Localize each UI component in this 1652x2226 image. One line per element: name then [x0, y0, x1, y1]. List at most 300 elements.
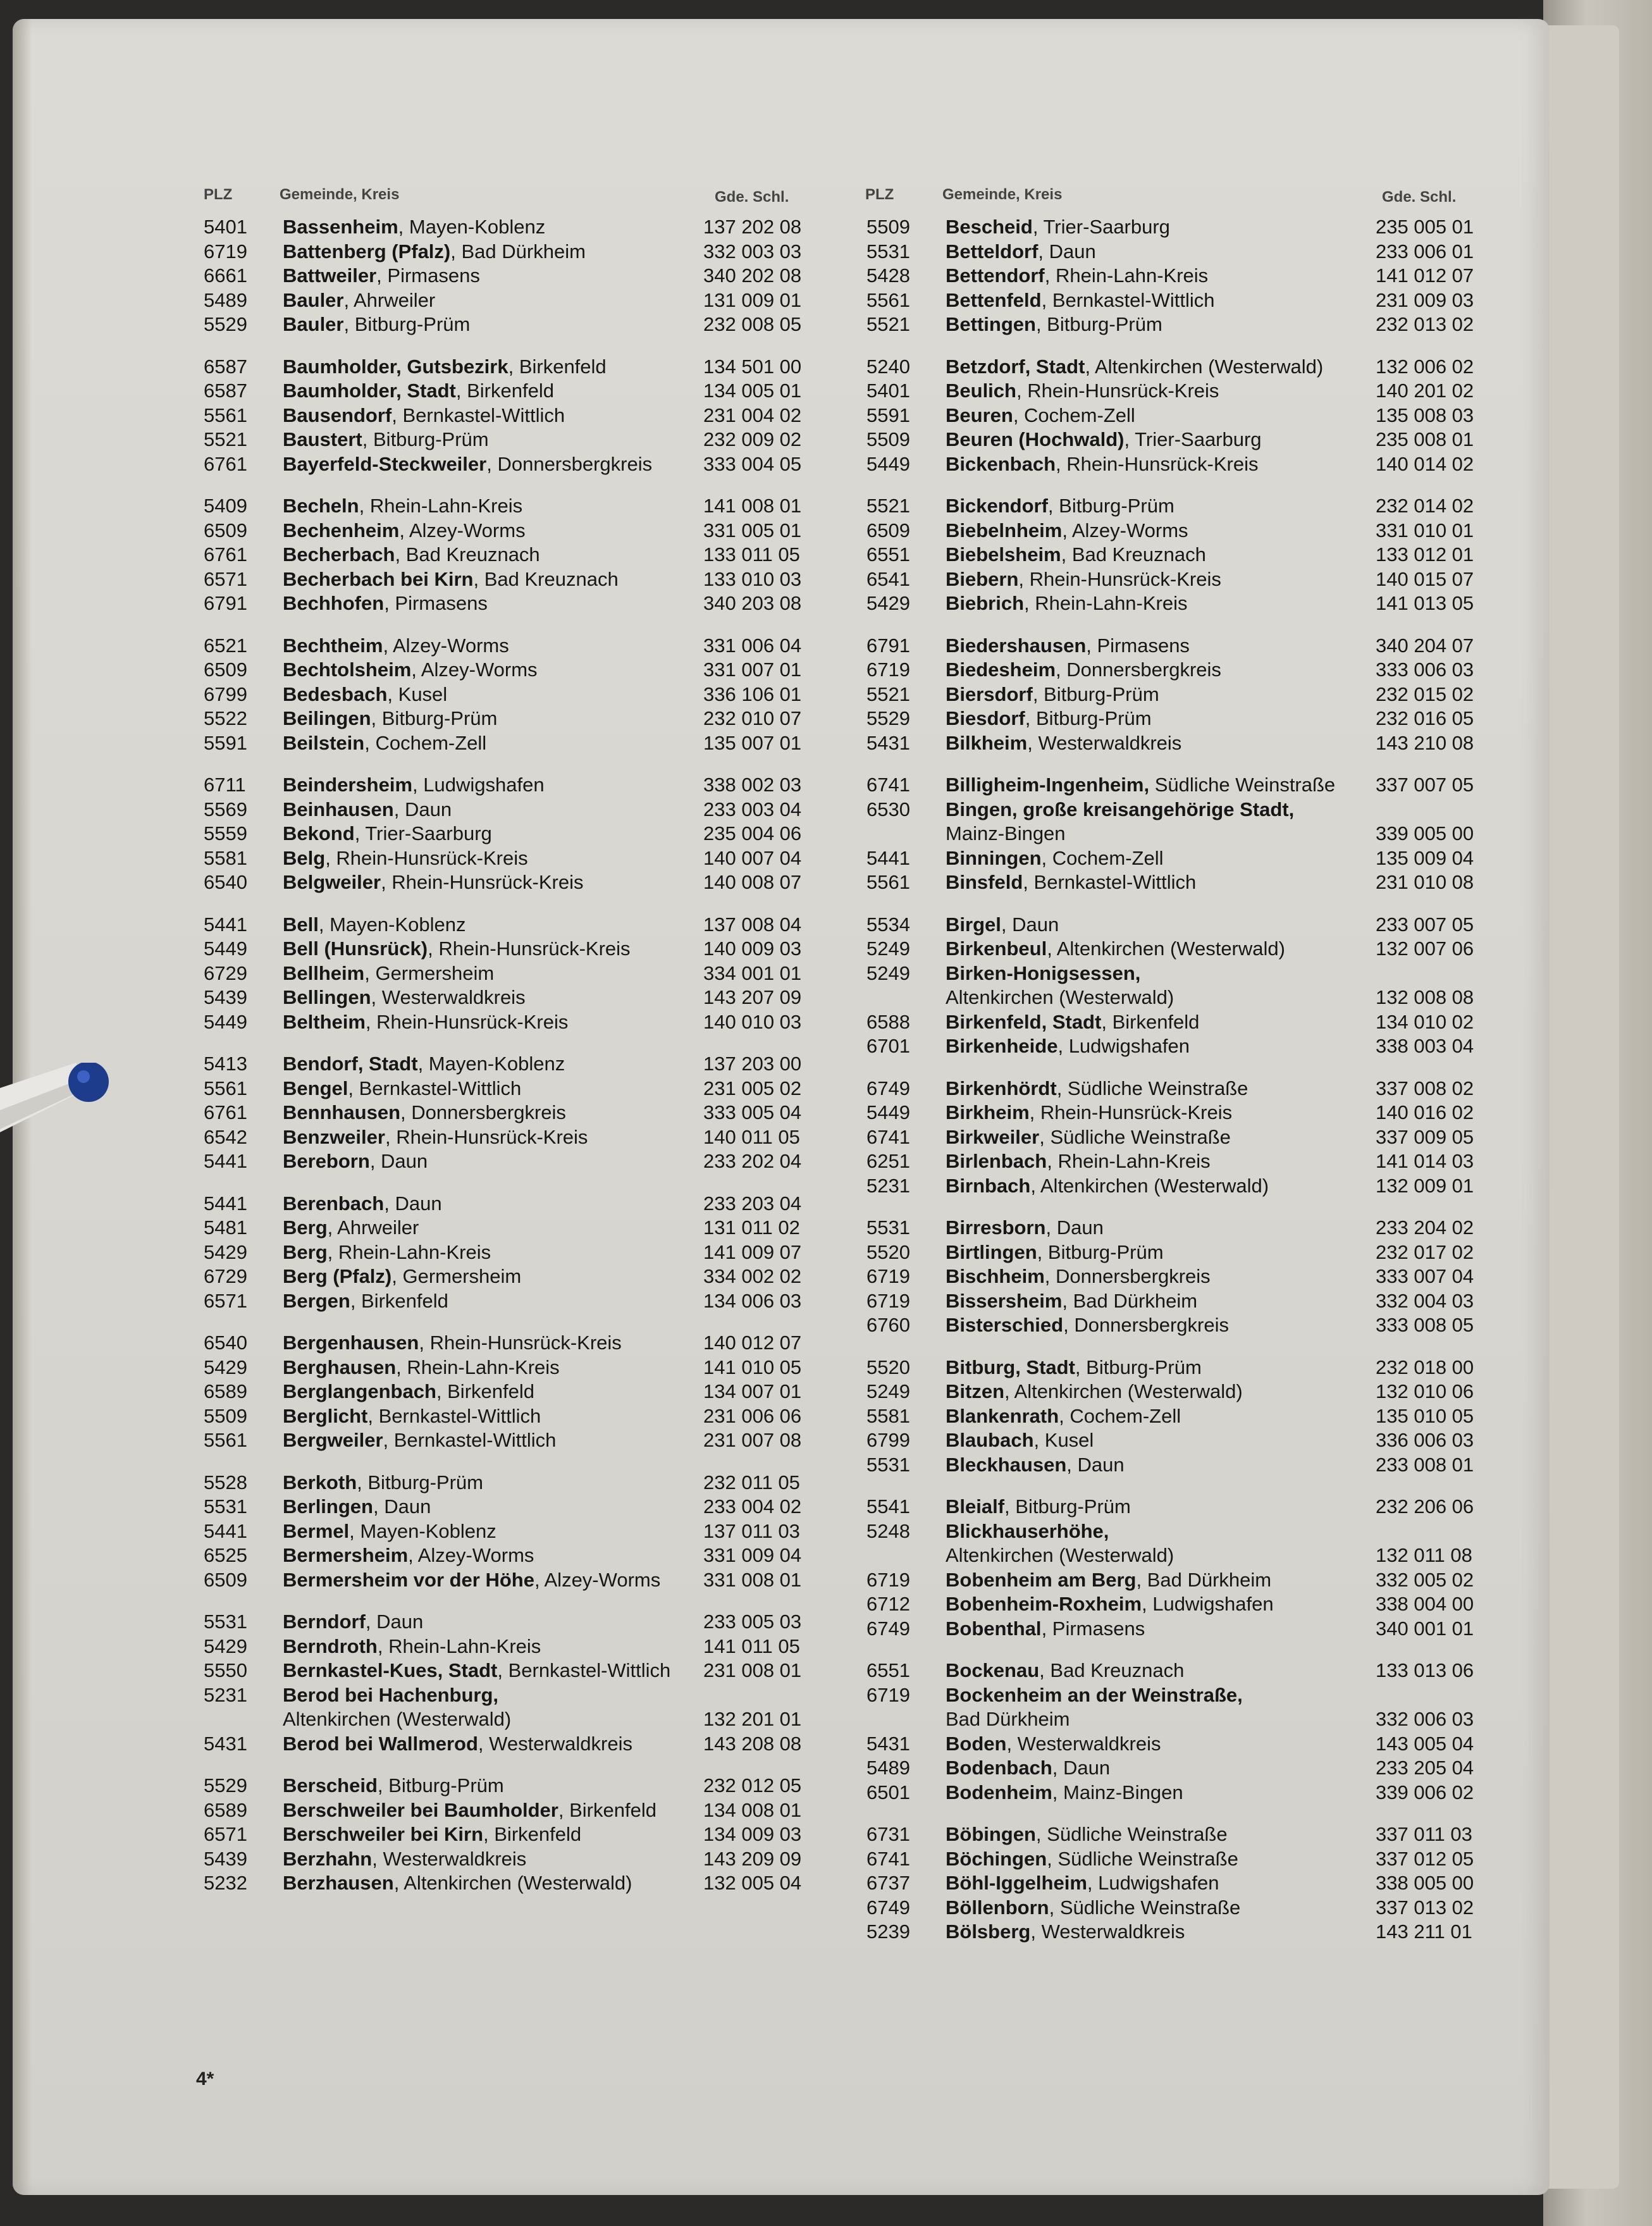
separator: ,	[395, 543, 406, 566]
plz-code: 6719	[204, 240, 247, 263]
plz-code: 5581	[204, 846, 247, 869]
gemeinde-title: Biebelsheim	[946, 543, 1061, 566]
gemeinde-schluessel: 233 006 01	[1376, 240, 1474, 263]
separator: ,	[1032, 216, 1044, 238]
kreis-name: Altenkirchen (Westerwald)	[1014, 1380, 1243, 1402]
plz-code: 5520	[866, 1356, 910, 1378]
plz-code: 6587	[204, 380, 247, 402]
kreis-name: Bernkastel-Wittlich	[402, 404, 565, 426]
kreis-name: Südliche Weinstraße	[1050, 1125, 1231, 1148]
gemeinde-title: Bergweiler	[283, 1429, 383, 1451]
gemeinde-schluessel: 135 009 04	[1376, 846, 1474, 869]
gemeinde-name	[946, 543, 1206, 567]
gemeinde-title: Bilkheim	[946, 731, 1028, 754]
separator: ,	[373, 1495, 385, 1518]
plz-code: 6589	[204, 1798, 247, 1821]
kreis-name: Rhein-Lahn-Kreis	[1057, 1150, 1211, 1172]
kreis-name: Bad Dürkheim	[461, 240, 586, 263]
plz-code: 5249	[866, 1380, 910, 1402]
separator: ,	[318, 913, 330, 936]
gemeinde-name	[283, 937, 631, 961]
gemeinde-title: Bayerfeld-Steckweiler	[283, 452, 487, 475]
gemeinde-schluessel: 140 201 02	[1376, 380, 1474, 402]
gemeinde-title: Bleialf	[946, 1495, 1005, 1518]
gemeinde-title: Biesdorf	[946, 707, 1025, 729]
gemeinde-title: Bedesbach	[283, 683, 388, 705]
gemeinde-schluessel: 333 005 04	[703, 1101, 802, 1123]
kreis-name: Germersheim	[375, 962, 495, 984]
kreis-name: Kusel	[1044, 1429, 1094, 1451]
gemeinde-name	[946, 1240, 1164, 1264]
gemeinde-title: Berlingen	[283, 1495, 373, 1518]
gemeinde-schluessel: 134 009 03	[703, 1823, 802, 1845]
kreis-name: Birkenfeld	[569, 1798, 656, 1821]
gemeinde-schluessel: 232 012 05	[703, 1774, 802, 1796]
gemeinde-schluessel: 131 011 02	[703, 1216, 800, 1239]
gemeinde-title: Berzhahn	[283, 1847, 373, 1870]
plz-code: 6540	[204, 871, 247, 893]
gemeinde-name	[283, 1052, 565, 1076]
separator: ,	[534, 1568, 545, 1591]
gemeinde-schluessel: 232 014 02	[1376, 495, 1474, 517]
gemeinde-schluessel: 331 005 01	[703, 519, 802, 541]
kreis-name: Germersheim	[402, 1265, 522, 1287]
kreis-name: Pirmasens	[1052, 1617, 1145, 1640]
kreis-name: Ludwigshafen	[1098, 1872, 1219, 1894]
separator: ,	[1142, 1593, 1153, 1615]
gemeinde-name	[283, 1610, 423, 1634]
kreis-name: Altenkirchen (Westerwald)	[1056, 937, 1285, 960]
gemeinde-schluessel: 333 004 05	[703, 452, 802, 475]
gemeinde-schluessel: 339 005 00	[1376, 822, 1474, 844]
kreis-name: Pirmasens	[395, 592, 488, 614]
gemeinde-name	[283, 567, 619, 591]
kreis-name: Bad Kreuznach	[484, 567, 619, 590]
gemeinde-schluessel: 132 007 06	[1376, 937, 1474, 960]
gemeinde-schluessel: 143 207 09	[703, 986, 802, 1008]
kreis-name: Kusel	[398, 683, 448, 705]
gemeinde-title: Baumholder, Gutsbezirk	[283, 355, 509, 378]
gemeinde-title: Bassenheim	[283, 216, 398, 238]
plz-code: 5409	[204, 495, 247, 517]
separator: ,	[327, 1216, 338, 1239]
gemeinde-title: Betzdorf, Stadt	[946, 355, 1085, 378]
page-signature: 4*	[196, 2068, 214, 2089]
plz-code: 5232	[204, 1872, 247, 1894]
gemeinde-name	[283, 683, 447, 707]
separator: ,	[1030, 1174, 1040, 1197]
separator: ,	[1052, 1781, 1064, 1803]
gemeinde-schluessel: 133 013 06	[1376, 1659, 1474, 1681]
separator: ,	[1136, 1568, 1147, 1591]
kreis-name: Birkenfeld	[467, 380, 554, 402]
separator: ,	[327, 1240, 338, 1263]
kreis-name: Bitburg-Prüm	[1047, 313, 1162, 335]
gemeinde-schluessel: 137 203 00	[703, 1053, 802, 1075]
gemeinde-name	[283, 1519, 496, 1543]
header-code-left: Gde. Schl.	[715, 189, 789, 206]
separator: ,	[455, 380, 467, 402]
gemeinde-schluessel: 331 006 04	[703, 634, 802, 657]
separator: ,	[1063, 1314, 1075, 1336]
plz-code: 6799	[204, 683, 247, 705]
gemeinde-name	[946, 1617, 1145, 1641]
separator: ,	[1061, 543, 1072, 566]
gemeinde-name	[283, 1125, 588, 1149]
gemeinde-schluessel: 337 013 02	[1376, 1896, 1474, 1919]
gemeinde-title: Bell (Hunsrück)	[283, 937, 428, 960]
gemeinde-schluessel: 131 009 01	[703, 288, 802, 311]
plz-code: 6729	[204, 962, 247, 984]
gemeinde-title: Benzweiler	[283, 1125, 385, 1148]
plz-code: 6711	[204, 774, 246, 796]
kreis-name: Bad Kreuznach	[1050, 1659, 1185, 1681]
gemeinde-name	[283, 591, 488, 615]
plz-code: 5521	[204, 428, 247, 450]
gemeinde-schluessel: 140 016 02	[1376, 1101, 1474, 1123]
gemeinde-schluessel: 331 007 01	[703, 659, 802, 681]
plz-code: 5529	[204, 1774, 247, 1796]
plz-code: 6541	[866, 567, 910, 590]
gemeinde-name	[283, 1822, 581, 1846]
plz-code: 5561	[204, 404, 247, 426]
kreis-name: Alzey-Worms	[1071, 519, 1188, 541]
separator: ,	[381, 871, 392, 893]
gemeinde-title: Biersdorf	[946, 683, 1033, 705]
gemeinde-name	[283, 1732, 632, 1756]
gemeinde-schluessel: 231 008 01	[703, 1659, 802, 1681]
gemeinde-schluessel: 141 011 05	[703, 1635, 800, 1657]
kreis-name: Cochem-Zell	[1024, 404, 1135, 426]
plz-code: 5521	[866, 683, 910, 705]
gemeinde-schluessel: 231 010 08	[1376, 871, 1474, 893]
plz-code: 5239	[866, 1920, 910, 1943]
plz-code: 6791	[204, 592, 247, 614]
separator: ,	[483, 1823, 495, 1845]
kreis-name: Donnersbergkreis	[497, 452, 653, 475]
separator: ,	[1004, 1495, 1016, 1518]
kreis-name: Mayen-Koblenz	[409, 216, 546, 238]
gemeinde-title: Bettenfeld	[946, 288, 1042, 311]
kreis-name: Südliche Weinstraße	[1059, 1896, 1241, 1919]
plz-code: 6587	[204, 355, 247, 378]
gemeinde-schluessel: 132 011 08	[1376, 1544, 1472, 1566]
separator: ,	[384, 592, 395, 614]
gemeinde-schluessel: 232 017 02	[1376, 1240, 1474, 1263]
separator: ,	[1044, 264, 1056, 287]
gemeinde-schluessel: 134 007 01	[703, 1380, 802, 1402]
kreis-name: Rhein-Hunsrück-Kreis	[1029, 567, 1221, 590]
gemeinde-title: Billigheim-Ingenheim,	[946, 774, 1150, 796]
gemeinde-name	[946, 1380, 1243, 1404]
kreis-name: Alzey-Worms	[393, 634, 509, 657]
gemeinde-title: Bechenheim	[283, 519, 400, 541]
separator: ,	[1035, 1823, 1047, 1845]
gemeinde-name	[283, 494, 522, 518]
gemeinde-schluessel: 132 005 04	[703, 1872, 802, 1894]
separator: ,	[348, 1077, 359, 1099]
gemeinde-schluessel: 340 202 08	[703, 264, 802, 287]
gemeinde-name	[946, 567, 1221, 591]
gemeinde-schluessel: 337 007 05	[1376, 774, 1474, 796]
gemeinde-name	[946, 1756, 1110, 1780]
gemeinde-title: Beuren	[946, 404, 1013, 426]
gemeinde-title: Berg (Pfalz)	[283, 1265, 392, 1287]
gemeinde-name	[283, 1471, 483, 1495]
gemeinde-title: Böbingen	[946, 1823, 1036, 1845]
separator: ,	[376, 264, 388, 287]
kreis-name: Daun	[1056, 1216, 1104, 1239]
plz-code: 5431	[866, 1732, 910, 1755]
separator: ,	[558, 1798, 570, 1821]
plz-code: 5531	[204, 1495, 247, 1518]
kreis-name: Trier-Saarburg	[1135, 428, 1262, 450]
gemeinde-name	[946, 1781, 1183, 1805]
plz-code: 6701	[866, 1035, 910, 1057]
gemeinde-title: Bitzen	[946, 1380, 1004, 1402]
separator: ,	[1023, 871, 1034, 893]
gemeinde-schluessel: 332 006 03	[1376, 1708, 1474, 1730]
kreis-name: Cochem-Zell	[1069, 1404, 1181, 1427]
gemeinde-schluessel: 232 015 02	[1376, 683, 1474, 705]
gemeinde-title: Birgel	[946, 913, 1001, 936]
gemeinde-name	[946, 1592, 1274, 1616]
separator: ,	[383, 1429, 394, 1451]
gemeinde-name	[283, 543, 540, 567]
separator: ,	[419, 1332, 430, 1354]
kreis-name: Mainz-Bingen	[1063, 1781, 1183, 1803]
kreis-name: Bernkastel-Wittlich	[1033, 871, 1197, 893]
gemeinde-schluessel: 143 210 08	[1376, 731, 1474, 754]
gemeinde-schluessel: 233 205 04	[1376, 1757, 1474, 1779]
separator: ,	[371, 986, 382, 1008]
plz-code: 6551	[866, 543, 910, 566]
gemeinde-title: Birkenbeul	[946, 937, 1047, 960]
gemeinde-title: Bechhofen	[283, 592, 385, 614]
kreis-name: Bad Kreuznach	[1071, 543, 1206, 566]
gemeinde-schluessel: 135 010 05	[1376, 1404, 1474, 1427]
gemeinde-schluessel: 133 012 01	[1376, 543, 1474, 566]
plz-code: 5441	[204, 913, 247, 936]
separator: ,	[1052, 1757, 1064, 1779]
separator: ,	[1039, 1125, 1051, 1148]
gemeinde-title: Böllenborn	[946, 1896, 1049, 1919]
plz-code: 6749	[866, 1077, 910, 1099]
kreis-name: Rhein-Lahn-Kreis	[1055, 264, 1209, 287]
gemeinde-name	[946, 288, 1215, 312]
plz-code: 5429	[204, 1240, 247, 1263]
gemeinde-name	[946, 913, 1059, 937]
plz-code: 5520	[866, 1240, 910, 1263]
separator: ,	[1029, 1101, 1040, 1123]
plz-code: 6719	[866, 1265, 910, 1287]
gemeinde-name	[283, 658, 538, 682]
gemeinde-schluessel: 141 012 07	[1376, 264, 1474, 287]
plz-code: 5449	[204, 1010, 247, 1033]
gemeinde-title: Bausendorf	[283, 404, 392, 426]
plz-code: 6741	[866, 774, 910, 796]
gemeinde-name	[283, 798, 452, 822]
gemeinde-title: Birkenfeld, Stadt	[946, 1010, 1102, 1033]
gemeinde-name	[283, 1495, 431, 1519]
plz-code: 5569	[204, 798, 247, 820]
gemeinde-title: Berschweiler bei Baumholder	[283, 1798, 558, 1821]
gemeinde-name	[946, 1519, 1174, 1567]
plz-code: 6761	[204, 1101, 247, 1123]
gemeinde-schluessel: 135 007 01	[703, 731, 802, 754]
separator: ,	[393, 1872, 404, 1894]
kreis-name: Bitburg-Prüm	[1059, 495, 1174, 517]
gemeinde-title: Birken-Honigsessen,	[946, 962, 1141, 984]
gemeinde-name	[946, 1125, 1231, 1149]
plz-code: 6741	[866, 1847, 910, 1870]
gemeinde-schluessel: 132 010 06	[1376, 1380, 1474, 1402]
header-plz-right: PLZ	[865, 186, 894, 203]
gemeinde-title: Blaubach	[946, 1429, 1034, 1451]
gemeinde-schluessel: 141 009 07	[703, 1240, 802, 1263]
kreis-name: Südliche Weinstraße	[1047, 1823, 1228, 1845]
gemeinde-schluessel: 340 203 08	[703, 592, 802, 614]
gemeinde-title: Bennhausen	[283, 1101, 401, 1123]
gemeinde-title: Biebern	[946, 567, 1019, 590]
plz-code: 5441	[866, 846, 910, 869]
gemeinde-title: Birlenbach	[946, 1150, 1047, 1172]
separator: ,	[1049, 1896, 1060, 1919]
kreis-name: Altenkirchen (Westerwald)	[1040, 1174, 1269, 1197]
kreis-name: Bernkastel-Wittlich	[378, 1404, 541, 1427]
gemeinde-title: Biedesheim	[946, 659, 1056, 681]
gemeinde-title: Bobenheim-Roxheim	[946, 1593, 1142, 1615]
gemeinde-schluessel: 134 010 02	[1376, 1010, 1474, 1033]
separator: ,	[473, 567, 484, 590]
gemeinde-schluessel: 235 008 01	[1376, 428, 1474, 450]
gemeinde-title: Biebelnheim	[946, 519, 1063, 541]
gemeinde-schluessel: 232 009 02	[703, 428, 802, 450]
gemeinde-schluessel: 332 003 03	[703, 240, 802, 263]
kreis-name: Birkenfeld	[1112, 1010, 1200, 1033]
gemeinde-name	[283, 707, 497, 731]
separator: ,	[365, 1010, 377, 1033]
plz-code: 5481	[204, 1216, 247, 1239]
separator: ,	[1086, 634, 1097, 657]
gemeinde-schluessel: 133 010 03	[703, 567, 802, 590]
kreis-name: Südliche Weinstraße	[1057, 1847, 1238, 1870]
plz-code: 5531	[866, 1453, 910, 1476]
gemeinde-schluessel: 339 006 02	[1376, 1781, 1474, 1803]
gemeinde-name	[946, 1847, 1238, 1871]
kreis-name: Alzey-Worms	[417, 1544, 534, 1566]
plz-code: 6737	[866, 1872, 910, 1894]
gemeinde-schluessel: 134 501 00	[703, 355, 802, 378]
separator: ,	[1047, 495, 1059, 517]
plz-code: 5441	[204, 1519, 247, 1542]
gemeinde-schluessel: 235 005 01	[1376, 216, 1474, 238]
gemeinde-name	[946, 1356, 1202, 1380]
gemeinde-schluessel: 133 011 05	[703, 543, 800, 566]
gemeinde-title: Bobenthal	[946, 1617, 1042, 1640]
separator: ,	[1032, 683, 1044, 705]
plz-code: 6571	[204, 1823, 247, 1845]
separator: ,	[1047, 1847, 1058, 1870]
gemeinde-schluessel: 231 004 02	[703, 404, 802, 426]
gemeinde-schluessel: 232 016 05	[1376, 707, 1474, 729]
gemeinde-title: Berghausen	[283, 1356, 397, 1378]
separator: ,	[1037, 1240, 1048, 1263]
gemeinde-name	[283, 1380, 534, 1404]
plz-code: 5561	[204, 1429, 247, 1451]
gemeinde-schluessel: 233 003 04	[703, 798, 802, 820]
separator: ,	[385, 1125, 397, 1148]
kreis-name: Daun	[384, 1495, 431, 1518]
plz-code: 5449	[866, 452, 910, 475]
gemeinde-schluessel: 337 012 05	[1376, 1847, 1474, 1870]
plz-code: 5489	[204, 288, 247, 311]
kreis-name: Donnersbergkreis	[1066, 659, 1221, 681]
gemeinde-schluessel: 231 005 02	[703, 1077, 802, 1099]
gemeinde-schluessel: 143 209 09	[703, 1847, 802, 1870]
gemeinde-name	[946, 937, 1285, 961]
gemeinde-name	[283, 1356, 560, 1380]
gemeinde-title: Berglangenbach	[283, 1380, 436, 1402]
kreis-name: Rhein-Hunsrück-Kreis	[1066, 452, 1259, 475]
kreis-name: Bitburg-Prüm	[1047, 1240, 1164, 1263]
kreis-name: Trier-Saarburg	[1043, 216, 1170, 238]
separator: ,	[377, 1774, 389, 1796]
gemeinde-title: Berod bei Wallmerod	[283, 1732, 478, 1755]
gemeinde-schluessel: 143 005 04	[1376, 1732, 1474, 1755]
gemeinde-schluessel: 135 008 03	[1376, 404, 1474, 426]
gemeinde-schluessel: 233 202 04	[703, 1150, 802, 1172]
gemeinde-name	[946, 1077, 1248, 1101]
header-code-right: Gde. Schl.	[1382, 189, 1457, 206]
separator: ,	[1038, 240, 1049, 263]
gemeinde-schluessel: 141 014 03	[1376, 1150, 1474, 1172]
gemeinde-name	[946, 870, 1196, 894]
kreis-name: Ahrweiler	[337, 1216, 419, 1239]
kreis-name: Rhein-Hunsrück-Kreis	[376, 1010, 569, 1033]
gemeinde-title: Bodenbach	[946, 1757, 1052, 1779]
separator: ,	[1066, 1453, 1078, 1476]
plz-code: 6719	[866, 1289, 910, 1312]
gemeinde-schluessel: 332 004 03	[1376, 1289, 1474, 1312]
gemeinde-schluessel: 140 008 07	[703, 871, 802, 893]
gemeinde-schluessel: 233 007 05	[1376, 913, 1474, 936]
gemeinde-title: Bingen, große kreisangehörige Stadt,	[946, 798, 1295, 820]
gemeinde-name	[946, 1453, 1125, 1477]
plz-code: 5240	[866, 355, 910, 378]
plz-code: 5428	[866, 264, 910, 287]
plz-code: 6712	[866, 1593, 910, 1615]
gemeinde-schluessel: 334 002 02	[703, 1265, 802, 1287]
gemeinde-schluessel: 140 015 07	[1376, 567, 1474, 590]
plz-code: 6761	[204, 452, 247, 475]
plz-code: 6791	[866, 634, 910, 657]
gemeinde-title: Birkenhördt	[946, 1077, 1057, 1099]
gemeinde-schluessel: 132 008 08	[1376, 986, 1474, 1008]
separator: ,	[357, 1471, 368, 1493]
gemeinde-title: Bellingen	[283, 986, 371, 1008]
gemeinde-name	[283, 1659, 670, 1683]
gemeinde-title: Bobenheim am Berg	[946, 1568, 1137, 1591]
kreis-name: Bernkastel-Wittlich	[359, 1077, 522, 1099]
gemeinde-title: Biedershausen	[946, 634, 1087, 657]
gemeinde-title: Birkweiler	[946, 1125, 1040, 1148]
kreis-name: Mayen-Koblenz	[330, 913, 466, 936]
gemeinde-schluessel: 333 008 05	[1376, 1314, 1474, 1336]
gemeinde-name	[283, 1331, 622, 1355]
gemeinde-title: Berg	[283, 1216, 328, 1239]
gemeinde-title: Bauler	[283, 313, 344, 335]
